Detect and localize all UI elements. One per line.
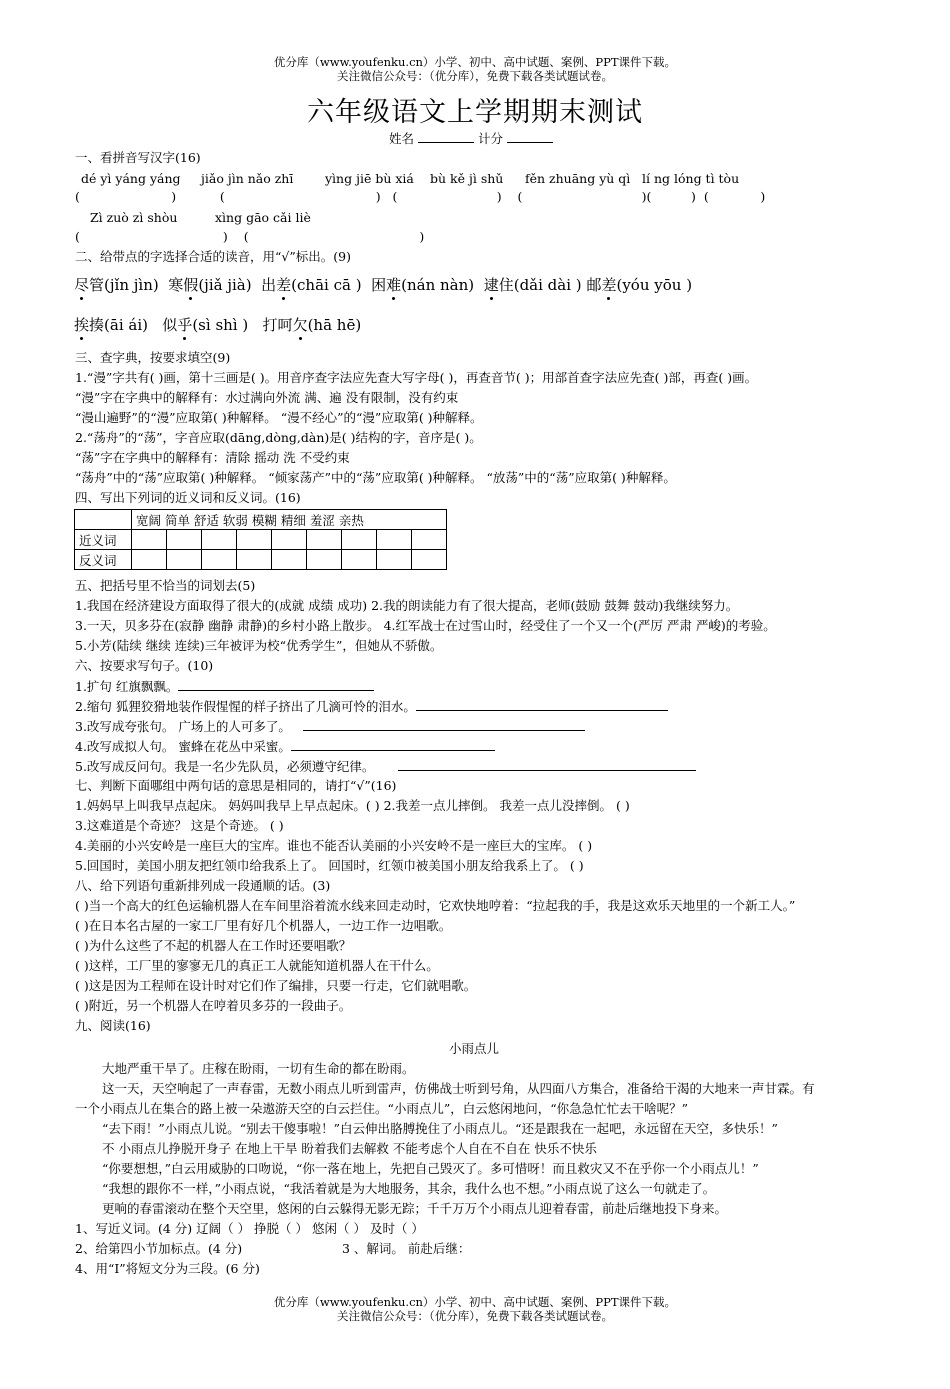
synonym-antonym-table [74, 509, 447, 570]
header-line-1: 优分库（www.youfenku.cn）小学、初中、高中试题、案例、PPT课件下载。 [273, 55, 677, 69]
pinyin-2: jiǎo jìn nǎo zhī [201, 171, 294, 186]
s6-q3: 3.改写成夸张句。 广场上的人可多了。 [75, 717, 585, 736]
s7-heading: 七、判断下面哪组中两句话的意思是相同的，请打“√”(16) [75, 778, 397, 793]
name-label: 姓名 [389, 131, 415, 146]
s3-line: “漫”字在字典中的解释有：水过满向外流 满、遍 没有限制，没有约束 [75, 390, 459, 405]
answer-cell[interactable] [342, 530, 377, 550]
story-para: 更响的春雷滚动在整个天空里，悠闲的白云躲得无影无踪；千千万万个小雨点儿迎着春雷，前赴后继地投下身来。 [102, 1201, 728, 1216]
item-8: 似乎(sì shì ) [162, 316, 249, 334]
story-para: 一个小雨点儿在集合的路上被一朵遨游天空的白云拦住。“小雨点儿”，白云悠闲地问，“你急急忙忙去干啥呢？” [75, 1101, 689, 1116]
pinyin-3: yìng jiē bù xiá [325, 171, 414, 186]
s8-heading: 八、给下列语句重新排列成一段通顺的话。(3) [75, 878, 331, 893]
s3-line: 2.“荡舟”的“荡”，字音应取(dāng,dòng,dàn)是( )结构的字，音序是( )。 [75, 430, 482, 445]
story-para: “去下雨！”小雨点儿说。“别去干傻事啦！”白云伸出胳膊挽住了小雨点儿。“还是跟我在一起吧，永远留在天空，多快乐！” [102, 1121, 778, 1136]
s6-q1: 1.扩句 红旗飘飘。 [75, 677, 374, 696]
s4-heading: 四、写出下列词的近义词和反义词。(16) [75, 490, 301, 505]
row-label: 近义词 [75, 530, 132, 550]
answer-cell[interactable] [202, 530, 237, 550]
answer-cell[interactable] [307, 530, 342, 550]
footer-line-1: 优分库（www.youfenku.cn）小学、初中、高中试题、案例、PPT课件下载。 [273, 1295, 677, 1309]
item-9: 打呵欠(hā hē) [262, 316, 362, 334]
s6-q4: 4.改写成拟人句。 蜜蜂在花丛中采蜜。 [75, 737, 495, 756]
s7-line: 3.这难道是个奇迹？ 这是个奇迹。 ( ) [75, 818, 284, 833]
s9-q2: 2、给第四小节加标点。(4 分) [75, 1241, 243, 1256]
s9-q3: 3 、解词。 前赴后继： [342, 1241, 471, 1256]
footer-line-2: 关注微信公众号：（优分库），免费下载各类试题试卷。 [337, 1309, 613, 1323]
s3-line: “荡”字在字典中的解释有：清除 摇动 洗 不受约束 [75, 450, 350, 465]
item-2: 寒假(jiǎ jià) [168, 276, 252, 294]
s3-line: “漫山遍野”的“漫”应取第( )种解释。 “漫不经心”的“漫”应取第( )种解释。 [75, 410, 483, 425]
table-words: 宽阔 简单 舒适 软弱 模糊 精细 羞涩 亲热 [132, 510, 447, 530]
s2-row2 [74, 316, 361, 334]
header-line-2: 关注微信公众号：（优分库），免费下载各类试题试卷。 [337, 69, 613, 83]
story-para: 不 小雨点儿挣脱开身子 在地上干旱 盼着我们去解救 不能考虑个人自在不自在 快乐不快乐 [102, 1141, 597, 1156]
item-1: 尽管(jǐn jìn) [74, 276, 159, 294]
s2-heading: 二、给带点的字选择合适的读音，用“√”标出。(9) [75, 249, 351, 264]
answer-brackets-row2[interactable]: ( ) ( ) [75, 229, 425, 244]
s2-row1 [74, 276, 692, 294]
pinyin-8: xìng gāo cǎi liè [215, 210, 311, 225]
story-title: 小雨点儿 [449, 1041, 500, 1056]
story-para: 这一天，天空响起了一声春雷，无数小雨点儿听到雷声，仿佛战士听到号角，从四面八方集合，准备给干渴的大地来一声甘霖。有 [102, 1081, 815, 1096]
answer-cell[interactable] [132, 530, 167, 550]
name-blank[interactable] [418, 129, 474, 143]
s9-heading: 九、阅读(16) [75, 1018, 151, 1033]
answer-line[interactable] [398, 757, 696, 771]
pinyin-5: fěn zhuāng yù qì [525, 171, 631, 186]
s1-heading: 一、看拼音写汉字(16) [75, 150, 201, 165]
answer-cell[interactable] [237, 530, 272, 550]
s6-q2: 2.缩句 狐狸狡猾地装作假惺惺的样子挤出了几滴可怜的泪水。 [75, 697, 668, 716]
item-3: 出差(chāi cā ) [261, 276, 362, 294]
answer-line[interactable] [303, 717, 585, 731]
answer-cell[interactable] [167, 550, 202, 570]
answer-cell[interactable] [202, 550, 237, 570]
answer-cell[interactable] [412, 550, 447, 570]
answer-line[interactable] [178, 677, 374, 691]
pinyin-7: Zì zuò zì shòu [90, 210, 178, 225]
item-4: 困难(nán nàn) [371, 276, 475, 294]
answer-cell[interactable] [132, 550, 167, 570]
score-blank[interactable] [507, 129, 553, 143]
answer-cell[interactable] [342, 550, 377, 570]
pinyin-1: dé yì yáng yáng [81, 171, 181, 186]
answer-cell[interactable] [272, 550, 307, 570]
s6-q5: 5.改写成反问句。我是一名少先队员，必须遵守纪律。 [75, 757, 696, 776]
s3-line: “荡舟”中的“荡”应取第( )种解释。 “倾家荡产”中的“荡”应取第( )种解释。 “放荡”中的“荡”应取第( )种解释。 [75, 470, 676, 485]
name-score-line [389, 129, 553, 148]
answer-brackets-row1[interactable]: ( ) ( ) ( ) ( )( ) ( ) [75, 189, 766, 204]
item-7: 挨揍(āi ái) [74, 316, 148, 334]
answer-cell[interactable] [377, 550, 412, 570]
s5-line: 5.小芳(陆续 继续 连续)三年被评为校“优秀学生”，但她从不骄傲。 [75, 638, 443, 653]
answer-cell[interactable] [237, 550, 272, 570]
s5-line: 1.我国在经济建设方面取得了很大的(成就 成绩 成功) 2.我的朗读能力有了很大提高，老师(鼓励 鼓舞 鼓动)我继续努力。 [75, 598, 739, 613]
pinyin-4: bù kě jì shǔ [430, 171, 504, 186]
s9-q1: 1、写近义词。(4 分) 辽阔（ ） 挣脱（ ） 悠闲（ ） 及时（ ） [75, 1221, 424, 1236]
s8-line: ( )为什么这些了不起的机器人在工作时还要唱歌？ [75, 938, 352, 953]
item-5: 逮住(dǎi dài ) [483, 276, 582, 294]
score-label: 计分 [477, 131, 503, 146]
s9-q4: 4、用“Ⅰ”将短文分为三段。(6 分) [75, 1261, 260, 1276]
answer-line[interactable] [416, 697, 668, 711]
answer-line[interactable] [291, 737, 495, 751]
item-6: 邮差(yóu yōu ) [586, 276, 693, 294]
s5-line: 3.一天，贝多芬在(寂静 幽静 肃静)的乡村小路上散步。 4.红军战士在过雪山时，经受住了一个又一个(严厉 严肃 严峻)的考验。 [75, 618, 776, 633]
story-para: “我想的跟你不一样，”小雨点说，“我活着就是为大地服务，其余，我什么也不想。”小雨点说了这么一句就走了。 [102, 1181, 716, 1196]
s7-line: 4.美丽的小兴安岭是一座巨大的宝库。谁也不能否认美丽的小兴安岭不是一座巨大的宝库。 ( ) [75, 838, 593, 853]
answer-cell[interactable] [307, 550, 342, 570]
answer-cell[interactable] [412, 530, 447, 550]
s8-line: ( )附近，另一个机器人在哼着贝多芬的一段曲子。 [75, 998, 352, 1013]
s3-heading: 三、查字典，按要求填空(9) [75, 350, 231, 365]
s3-line: 1.“漫”字共有( )画，第十三画是( )。用音序查字法应先查大写字母( )，再查音节( )；用部首查字法应先查( )部，再查( )画。 [75, 370, 758, 385]
s7-line: 5.回国时，美国小朋友把红领巾给我系上了。 回国时，红领巾被美国小朋友给我系上了。 ( ) [75, 858, 584, 873]
s5-heading: 五、把括号里不恰当的词划去(5) [75, 578, 256, 593]
pinyin-6: lí ng lóng tì tòu [642, 171, 740, 186]
table-corner [75, 510, 132, 530]
s6-heading: 六、按要求写句子。(10) [75, 658, 214, 673]
answer-cell[interactable] [377, 530, 412, 550]
row-label: 反义词 [75, 550, 132, 570]
answer-cell[interactable] [167, 530, 202, 550]
s7-line: 1.妈妈早上叫我早点起床。 妈妈叫我早上早点起床。( ) 2.我差一点儿摔倒。 我差一点儿没摔倒。 ( ) [75, 798, 630, 813]
page-title: 六年级语文上学期期末测试 [307, 97, 643, 128]
s8-line: ( )这样，工厂里的寥寥无几的真正工人就能知道机器人在干什么。 [75, 958, 439, 973]
story-para: 大地严重干旱了。庄稼在盼雨，一切有生命的都在盼雨。 [102, 1061, 415, 1076]
s8-line: ( )这是因为工程师在设计时对它们作了编排，只要一行走，它们就唱歌。 [75, 978, 477, 993]
story-para: “你要想想，”白云用威胁的口吻说，“你一落在地上，先把自己毁灭了。多可惜呀！而且救灾又不在乎你一个小雨点儿！” [102, 1161, 759, 1176]
answer-cell[interactable] [272, 530, 307, 550]
s8-line: ( )在日本名古屋的一家工厂里有好几个机器人，一边工作一边唱歌。 [75, 918, 452, 933]
s8-line: ( )当一个高大的红色运输机器人在车间里浴着流水线来回走动时，它欢快地哼着：“拉起我的手，我是这欢乐天地里的一个新工人。” [75, 898, 796, 913]
